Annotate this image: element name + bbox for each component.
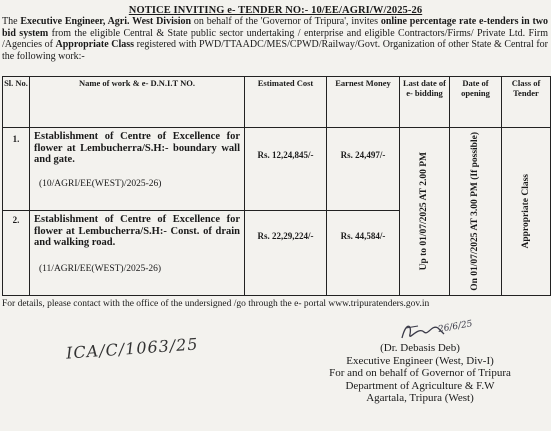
signature-date: 26/6/25 — [437, 319, 474, 335]
signatory-place: Agartala, Tripura (West) — [366, 392, 474, 404]
signatory-block — [300, 342, 540, 405]
row2-sl: 2. — [3, 211, 30, 296]
class-cell — [502, 128, 551, 296]
header-date-of-opening: Date of opening — [450, 77, 502, 128]
row1-earnest: Rs. 24,497/- — [327, 128, 400, 211]
intro-text-2: on behalf of the 'Governor of Tripura', invites — [191, 16, 381, 27]
row1-work-title: Establishment of Centre of Excellence for flower at Lembucherra/S.H:- boundary wall and gate. — [34, 131, 240, 165]
row2-work-title: Establishment of Centre of Excellence for flower at Lembucherra/S.H:- Const. of drain and walking road. — [34, 214, 240, 248]
contact-line: For details, please contact with the office of the undersigned /go through the e- portal www.tripuratenders.gov.in — [2, 299, 430, 309]
row2-cost: Rs. 22,29,224/- — [245, 211, 327, 296]
intro-bold-2: online percentage rate e-tenders in two bid system — [2, 16, 549, 39]
header-earnest-money: Earnest Money — [327, 77, 400, 128]
row2-dnit: (11/AGRI/EE(WEST)/2025-26) — [39, 263, 162, 274]
intro-text-3: from the eligible Central & State public sector undertaking / enterprise and eligible Contractors/Firms/ Private Ltd. Firm /Agencies of — [2, 27, 548, 50]
opening-date-text: On 01/07/2025 AT 3.00 PM (If possible) — [470, 132, 481, 291]
class-text: Appropriate Class — [520, 174, 531, 249]
signatory-name: (Dr. Debasis Deb) — [380, 342, 460, 354]
signatory-behalf: For and on behalf of Governor of Tripura — [329, 367, 511, 379]
row2-earnest: Rs. 44,584/- — [327, 211, 400, 296]
row2-work-cell — [30, 211, 245, 296]
header-estimated-cost: Estimated Cost — [245, 77, 327, 128]
intro-text-1: The — [2, 16, 21, 27]
handwritten-reference: ICA/C/1063/25 — [65, 334, 200, 363]
row1-dnit: (10/AGRI/EE(WEST)/2025-26) — [39, 178, 162, 189]
row1-sl: 1. — [3, 128, 30, 211]
intro-bold-1: Executive Engineer, Agri. West Division — [20, 16, 192, 27]
header-sl: Sl. No. — [3, 77, 30, 128]
intro-bold-3: Appropriate Class — [55, 39, 135, 50]
row1-work-cell — [30, 128, 245, 211]
notice-intro — [2, 16, 548, 62]
row1-cost: Rs. 12,24,845/- — [245, 128, 327, 211]
header-name-of-work: Name of work & e- D.N.I.T NO. — [30, 77, 245, 128]
notice-heading: NOTICE INVITING e- TENDER NO:- 10/EE/AGRI/W/2025-26 — [128, 5, 423, 16]
last-date-text: Up to 01/07/2025 AT 2.00 PM — [419, 152, 430, 271]
table-row — [3, 128, 551, 211]
signatory-department: Department of Agriculture & F.W — [345, 379, 495, 392]
header-last-date: Last date of e- bidding — [400, 77, 450, 128]
tender-table — [2, 76, 551, 296]
opening-date-cell — [450, 128, 502, 296]
intro-text-4: registered with PWD/TTAADC/MES/CPWD/Railway/Govt. Organization of other State & Central for the following work:- — [2, 39, 548, 62]
header-class-of-tender: Class of Tender — [502, 77, 551, 128]
table-header-row — [3, 77, 551, 128]
signatory-designation: Executive Engineer (West, Div-I) — [346, 354, 494, 367]
last-date-cell — [400, 128, 450, 296]
